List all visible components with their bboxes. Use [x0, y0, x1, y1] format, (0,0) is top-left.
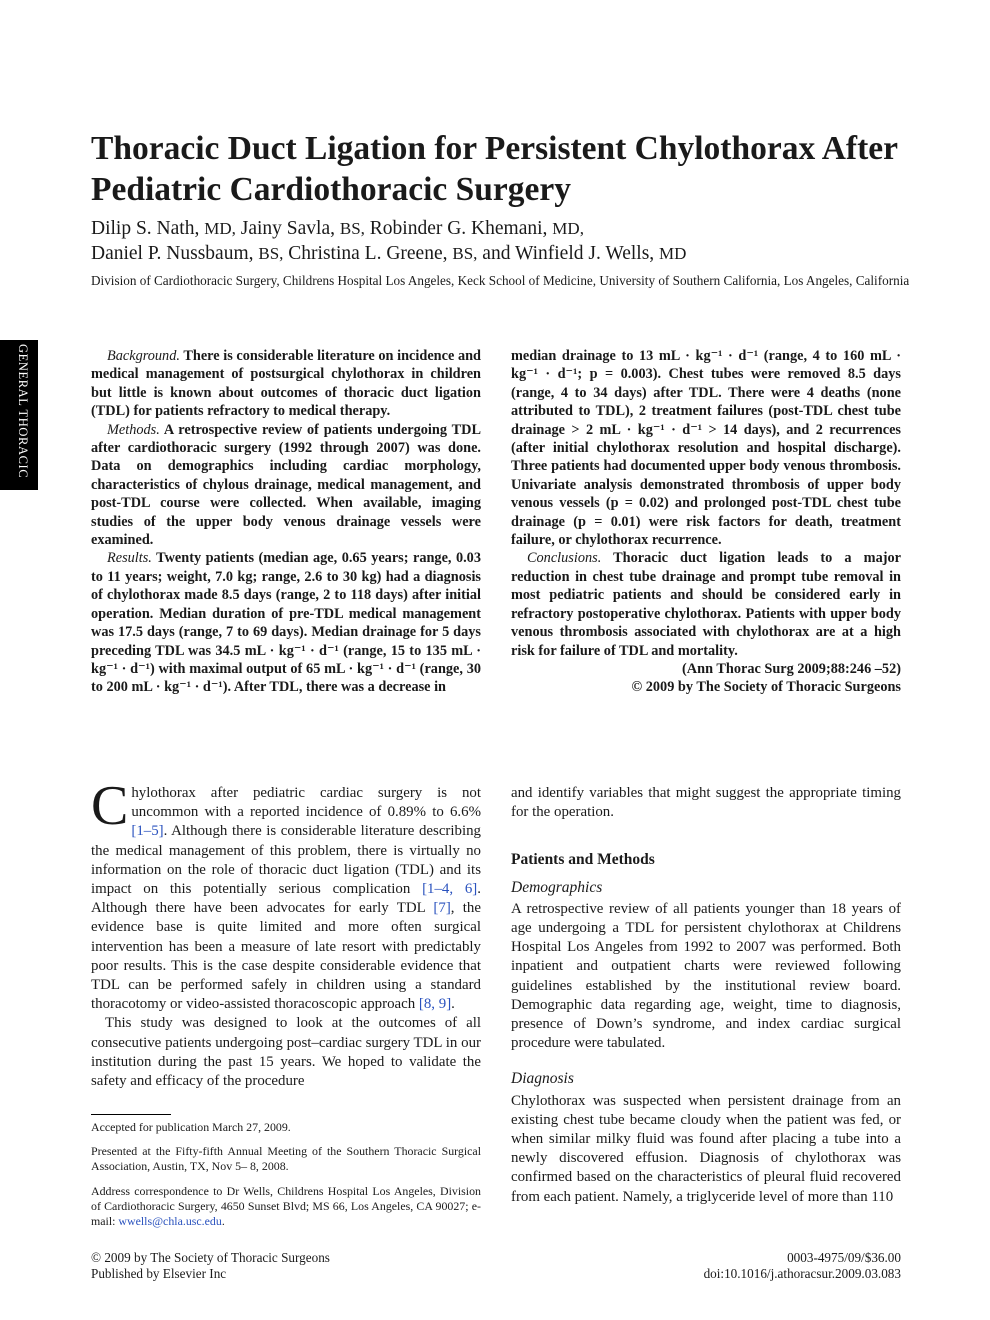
footer-left: [91, 1250, 330, 1281]
presented-note: Presented at the Fifty-fifth Annual Meeting of the Southern Thoracic Surgical Association, Austin, TX, Nov 5– 8, 2008.: [91, 1144, 481, 1174]
author-name: Dilip S. Nath,: [91, 218, 200, 239]
abstract-text: Thoracic duct ligation leads to a major reduction in chest tube drainage and prompt tube removal in most pediatric patients and should be considered early in refractory postoperative chylothorax. Patients with upper body venous thrombosis associated with chylothorax are at a high risk for failure of TDL and mortality.: [511, 550, 901, 659]
intro-paragraph-2: This study was designed to look at the outcomes of all consecutive patients undergoing post–cardiac surgery TDL in our institution during the past 15 years. We hoped to validate the safety and efficacy of the procedure: [91, 1015, 481, 1090]
correspondence-text: Address correspondence to Dr Wells, Childrens Hospital Los Angeles, Division of Cardiothoracic Surgery, 4650 Sunset Blvd; MS 66, Los Angeles, CA 90027; e-mail:: [91, 1183, 481, 1229]
abstract-copyright: © 2009 by The Society of Thoracic Surgeons: [631, 679, 901, 696]
footer-issn: 0003-4975/09/$36.00: [787, 1250, 901, 1265]
subsection-heading: Diagnosis: [511, 1070, 574, 1088]
footer-doi: doi:10.1016/j.athoracsur.2009.03.083: [703, 1265, 901, 1281]
diagnosis-paragraph: Chylothorax was suspected when persistent drainage from an existing chest tube became cloudy when the patient was fed, or when similar milky fluid was found after placing a tube into a newly discovered effusion. Diagnosis of chylothorax was confirmed based on the characteristics of pleural fluid recovered from each patient. Namely, a triglyceride level of more than 110: [511, 1092, 901, 1205]
body-right-column: [511, 784, 901, 1207]
email-link[interactable]: wwells@chla.usc.edu: [118, 1214, 222, 1229]
footnotes: [91, 1120, 481, 1238]
body-text: , the evidence base is quite limited and more often surgical intervention has been a measure of late resort with predictably poor results. This is the case despite considerable evidence that TDL can be performed safely in children using a standard thoracotomy or video-assisted thoracoscopic approach: [91, 900, 481, 1013]
abstract-heading: Results.: [107, 550, 152, 567]
abstract-results-continued: median drainage to 13 mL · kg⁻¹ · d⁻¹ (range, 4 to 160 mL · kg⁻¹ · d⁻¹; p = 0.003). Chest tubes were removed 8.5 days (range, 4 to 34 days) after TDL. There were 4 deaths (none attributed to TDL), 2 treatment failures (post-TDL chest tube drainage > 2 mL · kg⁻¹ · d⁻¹ > 14 days), and 2 recurrences (after initial chylothorax resolution and hospital discharge). Three patients had documented upper body venous thrombosis. Univariate analysis demonstrated thrombosis of upper body venous vessels (p = 0.02) and prolonged post-TDL chest tube drainage (p = 0.01) were risk factors for death, treatment failure, or chylothorax recurrence.: [511, 348, 901, 549]
author-degree: MD,: [552, 219, 584, 238]
section-heading: Patients and Methods: [511, 851, 655, 869]
intro-paragraph-2-continued: and identify variables that might suggest the appropriate timing for the operation.: [511, 785, 901, 821]
side-tab-label: GENERAL THORACIC: [16, 344, 30, 479]
author-degree: BS,: [258, 244, 284, 263]
footnote-divider: [91, 1114, 171, 1115]
author-list: [91, 216, 911, 266]
subsection-heading: Demographics: [511, 878, 603, 896]
abstract-conclusions: [511, 549, 901, 659]
author-line-2: [91, 241, 911, 266]
affiliation: Division of Cardiothoracic Surgery, Childrens Hospital Los Angeles, Keck School of Medicine, University of Southern California, Los Angeles, California: [91, 273, 910, 288]
footer-right: [600, 1250, 901, 1281]
reference-link[interactable]: [1–5]: [131, 823, 164, 840]
author-name: Daniel P. Nussbaum,: [91, 243, 254, 264]
drop-cap: C: [91, 775, 129, 837]
body-text: . Although there have been advocates for early TDL: [91, 881, 481, 917]
author-name: Jainy Savla,: [240, 218, 335, 239]
author-name: Christina L. Greene,: [288, 243, 448, 264]
abstract-heading: Conclusions.: [527, 550, 602, 567]
author-name: Robinder G. Khemani,: [369, 218, 548, 239]
accepted-note: Accepted for publication March 27, 2009.: [91, 1120, 291, 1134]
footer-copyright: © 2009 by The Society of Thoracic Surgeons: [91, 1250, 330, 1265]
abstract-background: [91, 347, 481, 421]
demographics-paragraph: A retrospective review of all patients younger than 18 years of age undergoing a TDL for persistent chylothorax at Childrens Hospital Los Angeles from 1992 to 2007 was performed. Both inpatient and outpatient charts were reviewed following guidelines established by the institutional review board. Demographic data regarding age, weight, time to diagnosis, presence of Down’s syndrome, and index cardiac surgical procedure were tabulated.: [511, 900, 901, 1052]
abstract-left-column: [91, 347, 481, 697]
abstract-text: Twenty patients (median age, 0.65 years; range, 0.03 to 11 years; weight, 7.0 kg; range, 2.6 to 30 kg) had a diagnosis of chylothorax made 8.5 days (range, 2 to 118 days) after initial operation. Median duration of pre-TDL medical management was 17.5 days (range, 7 to 69 days). Median drainage for 5 days preceding TDL was 34.5 mL · kg⁻¹ · d⁻¹ (range, 15 to 135 mL · kg⁻¹ · d⁻¹) with maximal output of 65 mL · kg⁻¹ · d⁻¹ (range, 30 to 200 mL · kg⁻¹ · d⁻¹). After TDL, there was a decrease in: [91, 550, 481, 696]
author-degree: BS,: [452, 244, 478, 263]
author-line-1: [91, 216, 911, 241]
author-degree: MD: [659, 244, 687, 263]
reference-link[interactable]: [7]: [433, 900, 451, 917]
author-degree: MD,: [204, 219, 236, 238]
body-text: . Although there is considerable literature describing the medical management of this problem, there is virtually no information on the role of thoracic duct ligation (TDL) and its impact on this potentially serious complication: [91, 823, 481, 898]
body-left-column: [91, 775, 481, 1091]
section-side-tab: [0, 340, 38, 490]
article-title: Thoracic Duct Ligation for Persistent Chylothorax After Pediatric Cardiothoracic Surgery: [91, 130, 898, 208]
body-text: hylothorax after pediatric cardiac surgery is not uncommon with a reported incidence of 0.89% to 6.6%: [131, 785, 481, 821]
footer-publisher: Published by Elsevier Inc: [91, 1265, 227, 1281]
intro-paragraph-1: [91, 775, 481, 1014]
abstract-heading: Methods.: [107, 421, 160, 438]
author-name: and Winfield J. Wells,: [482, 243, 655, 264]
abstract-text: A retrospective review of patients undergoing TDL after cardiothoracic surgery (1992 through 2007) was done. Data on demographics including cardiac morphology, characteristics of chylous drainage, medical management, and post-TDL course were collected. When available, imaging studies of the upper body venous drainage vessels were examined.: [91, 421, 481, 549]
reference-link[interactable]: [8, 9]: [418, 996, 452, 1013]
reference-link[interactable]: [1–4, 6]: [422, 881, 478, 898]
journal-citation: (Ann Thorac Surg 2009;88:246 –52): [682, 660, 901, 677]
abstract-right-column: [511, 347, 901, 697]
body-text: .: [451, 996, 455, 1013]
abstract-heading: Background.: [107, 348, 180, 364]
correspondence-text: .: [221, 1214, 225, 1229]
correspondence-note: [91, 1184, 481, 1230]
abstract-results: [91, 549, 481, 696]
author-degree: BS,: [339, 219, 365, 238]
abstract-methods: [91, 421, 481, 550]
abstract-text: There is considerable literature on incidence and medical management of postsurgical chylothorax in children but little is known about outcomes of thoracic duct ligation (TDL) for patients refractory to medical therapy.: [91, 348, 481, 420]
